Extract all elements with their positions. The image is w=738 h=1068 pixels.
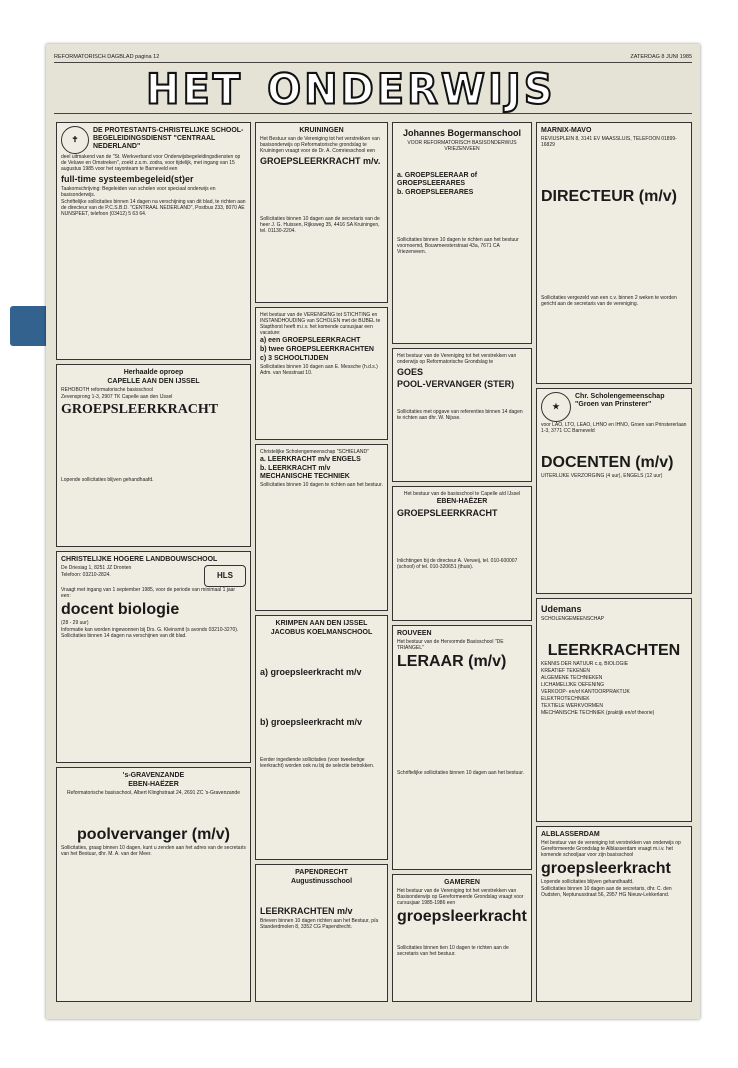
udemans-subject-4: VERKOOP- en/of KANTOORPRAKTIJK bbox=[541, 689, 630, 695]
papendrecht-text: Brieven binnen 10 dagen richten aan het Bestuur, p/a Standerdmolen 8, 3352 CG Papendrecht. bbox=[260, 918, 379, 930]
barneveld-a: a) een GROEPSLEERKRACHT bbox=[260, 337, 361, 344]
papendrecht-city: PAPENDRECHT bbox=[295, 869, 348, 876]
udemans-subject-7: MECHANISCHE TECHNIEK (praktijk en/of theorie) bbox=[541, 710, 655, 716]
banner-title-1: HET bbox=[146, 65, 244, 115]
udemans-sub: SCHOLENGEMEENSCHAP bbox=[541, 616, 605, 622]
ad-schieland bbox=[255, 444, 388, 611]
ad-vriezenveen bbox=[392, 122, 532, 344]
gravenzande-city: 's-GRAVENZANDE bbox=[122, 772, 185, 779]
ad-papendrecht bbox=[255, 864, 388, 1002]
vriezenveen-sub: VOOR REFORMATORISCH BASISONDERWIJS VRIEZENVEEN bbox=[407, 140, 517, 152]
banner-title bbox=[146, 66, 556, 114]
ad-hls bbox=[56, 551, 251, 763]
marnix-school: MARNIX-MAVO bbox=[541, 127, 592, 134]
prinsterer-sub: voor LAO, LTO, LEAO, LHNO en IHNO, Groen van Prinstererlaan 1-3, 3771 CC Barneveld bbox=[541, 422, 687, 434]
gravenzande-sub: Reformatorische basisschool, Albert Klinghstraat 24, 2691 ZC 's-Gravenzande bbox=[67, 790, 240, 796]
capelle-footer: Lopende sollicitaties blijven gehandhaafd. bbox=[61, 477, 154, 483]
vriezenveen-school: Johannes Bogermanschool bbox=[402, 128, 522, 138]
gravenzande-school: EBEN-HAËZER bbox=[128, 781, 179, 788]
kruiningen-city: KRUININGEN bbox=[299, 127, 344, 134]
barneveld-intro: Het bestuur van de VERENIGING tot STICHTING en INSTANDHOUDING van SCHOLEN met de BIJBEL te Stapthorst heeft m.i.v. het komende cursusjaar een vacature: bbox=[260, 312, 381, 336]
prinsterer-title: DOCENTEN (m/v) bbox=[541, 454, 674, 471]
ad-alblasserdam bbox=[536, 826, 692, 1002]
goes-intro: Het bestuur van de Vereniging tot het verstrekken van onderwijs op Reformatorische Grondslag te bbox=[397, 353, 517, 365]
ad-marnix bbox=[536, 122, 692, 384]
school-logo-icon: ★ bbox=[541, 392, 571, 422]
krimpen-b: b) groepsleerkracht m/v bbox=[260, 717, 363, 727]
prinsterer-name: Chr. Scholengemeenschap "Groen van Prinsterer" bbox=[575, 393, 665, 408]
schieland-title2: b. LEERKRACHT m/v MECHANISCHE TECHNIEK bbox=[260, 465, 350, 480]
papendrecht-title: LEERKRACHTEN m/v bbox=[260, 906, 353, 916]
vriezenveen-text: Sollicitaties binnen 10 dagen te richten aan het bestuur voornoemd, Bouwmeesterstraat 43a, 7671 CA Vriezenveen. bbox=[397, 237, 519, 255]
prinsterer-subjects: UITERLIJKE VERZORGING (4 uur), ENGELS (12 uur) bbox=[541, 473, 663, 479]
krimpen-city: KRIMPEN AAN DEN IJSSEL bbox=[275, 620, 368, 627]
hls-logo: HLS bbox=[204, 565, 246, 587]
header-left: REFORMATORISCH DAGBLAD pagina 12 bbox=[54, 54, 160, 60]
gameren-city: GAMEREN bbox=[444, 879, 480, 886]
krimpen-text: Eerder ingediende sollicitaties (voor tweeledige leerkracht) worden ook nu bij de selectie betrokken. bbox=[260, 757, 375, 769]
ad-krimpen bbox=[255, 615, 388, 860]
goes-text: Sollicitaties met opgave van referenties binnen 14 dagen te richten aan dhr. W. Nijsse. bbox=[397, 409, 523, 421]
barneveld-b: b) twee GROEPSLEERKRACHTEN bbox=[260, 346, 374, 353]
udemans-subject-5: ELEKTROTECHNIEK bbox=[541, 696, 590, 702]
hls-text: Informatie kan worden ingewonnen bij Drs. G. Kleinsmit (s avonds 03210-3270). Sollicitaties binnen 14 dagen na verschijnen van dit blad. bbox=[61, 627, 239, 639]
kruiningen-title: GROEPSLEERKRACHT m/v. bbox=[260, 156, 381, 166]
pcsbd-task: Taakomschrijving: Begeleiden van scholen voor speciaal onderwijs en basisonderwijs. bbox=[61, 186, 216, 198]
ad-barneveld bbox=[255, 307, 388, 440]
schieland-org: Christelijke Scholengemeenschap "SCHIELAND" bbox=[260, 449, 369, 455]
krimpen-school: JACOBUS KOELMANSCHOOL bbox=[270, 629, 373, 636]
udemans-subject-0: KENNIS DER NATUUR c.q. BIOLOGIE bbox=[541, 661, 629, 667]
capelle-address: Zevensprong 1-3, 2907 TK Capelle aan den IJssel bbox=[61, 394, 173, 400]
hls-name: CHRISTELIJKE HOGERE LANDBOUWSCHOOL bbox=[61, 556, 218, 563]
rouveen-text: Schriftelijke sollicitaties binnen 10 dagen aan het bestuur. bbox=[397, 770, 525, 776]
banner bbox=[54, 62, 692, 114]
marnix-title: DIRECTEUR (m/v) bbox=[541, 188, 678, 205]
gravenzande-text: Sollicitaties, graag binnen 10 dagen, kunt u zenden aan het adres van de secretaris van het Bestuur, dhr. M. A. van der Meer. bbox=[61, 845, 246, 857]
gameren-title: groepsleerkracht bbox=[397, 908, 527, 925]
header-right: ZATERDAG 8 JUNI 1985 bbox=[630, 54, 692, 60]
capelle2-school: EBEN-HAËZER bbox=[436, 498, 488, 505]
hls-phone: Telefoon: 03210-2824. bbox=[61, 572, 111, 578]
ad-capelle bbox=[56, 364, 251, 547]
banner-title-2: ONDERWIJS bbox=[267, 65, 556, 115]
rouveen-title: LERAAR (m/v) bbox=[397, 653, 507, 670]
ad-kruiningen bbox=[255, 122, 388, 303]
gameren-intro: Het bestuur van de Vereniging tot het verstrekken van Basisonderwijs op Gereformeerde Grondslag vraagt voor cursusjaar 1985-1986 een bbox=[397, 888, 524, 906]
newspaper-page bbox=[46, 44, 700, 1019]
capelle2-text: Inlichtingen bij de directeur A. Verweij, tel. 010-600007 (school) of tel. 010-320651 (thuis). bbox=[397, 558, 518, 570]
udemans-subject-2: ALGEMENE TECHNIEKEN bbox=[541, 675, 603, 681]
udemans-subject-6: TEXTIELE WERKVORMEN bbox=[541, 703, 603, 709]
rouveen-city: ROUVEEN bbox=[397, 630, 432, 637]
pcsbd-contact: Schriftelijke sollicitaties binnen 14 dagen na verschijning van dit blad, te richten aan de directeur van de P.C.S.B.D. "CENTRAAL NEDERLAND", Postbus 233, 8070 AE NUNSPEET, telefoon (03412) 5 63 64. bbox=[61, 199, 246, 217]
side-bookmark-tab bbox=[10, 306, 50, 346]
marnix-sub: REVIUSPLEIN 8, 3141 EV MAASSLUIS, TELEFOON 01899-16829 bbox=[541, 136, 677, 148]
alblasserdam-intro: Het bestuur van de vereniging tot verstrekken van onderwijs op Gereformeerde Grondslag te Alblasserdam vraagt m.i.v. het komende schooljaar voor zijn basisschool bbox=[541, 840, 681, 858]
ad-goes bbox=[392, 348, 532, 482]
capelle-school: REHOBOTH reformatorische basisschool bbox=[61, 387, 153, 393]
gameren-text: Sollicitaties binnen tien 10 dagen te richten aan de secretaris van het bestuur. bbox=[397, 945, 509, 957]
kruiningen-text: Sollicitaties binnen 10 dagen aan de secretaris van de heer J. G. Huissen, Rijksweg 35, 4416 SA Kruiningen, tel. 01130-2204. bbox=[260, 216, 380, 234]
barneveld-text: Sollicitaties binnen 10 dagen aan E. Messche (h.d.s.) Adm. van Nesstraat 10. bbox=[260, 364, 378, 376]
hls-hours: (28 - 29 uur) bbox=[61, 620, 89, 626]
hls-title: docent biologie bbox=[61, 601, 180, 618]
papendrecht-school: Augustinusschool bbox=[290, 878, 353, 885]
hls-address: De Driesiag 1, 8251 JZ Dronten bbox=[61, 565, 132, 571]
ad-prinsterer bbox=[536, 388, 692, 594]
goes-city: GOES bbox=[397, 367, 424, 377]
krimpen-a: a) groepsleerkracht m/v bbox=[260, 667, 362, 677]
ad-rouveen bbox=[392, 625, 532, 870]
ad-gameren bbox=[392, 874, 532, 1002]
capelle-head: Herhaalde oproep bbox=[123, 369, 184, 376]
udemans-name: Udemans bbox=[541, 604, 582, 614]
ad-udemans bbox=[536, 598, 692, 822]
vriezenveen-a: a. GROEPSLEERAAR of GROEPSLEERARES bbox=[397, 172, 478, 187]
goes-title: POOL-VERVANGER (STER) bbox=[397, 379, 515, 389]
ad-pcsbd bbox=[56, 122, 251, 360]
cross-logo-icon: ✝ bbox=[61, 126, 89, 154]
capelle2-sub: Het bestuur van de basisschool te Capelle a/d IJssel bbox=[403, 491, 521, 497]
capelle-city: CAPELLE AAN DEN IJSSEL bbox=[107, 378, 200, 385]
pcsbd-title: full-time systeembegeleid(st)er bbox=[61, 174, 194, 184]
barneveld-c: c) 3 SCHOOLTIJDEN bbox=[260, 355, 329, 362]
ad-gravenzande bbox=[56, 767, 251, 1002]
capelle-title: GROEPSLEERKRACHT bbox=[61, 402, 219, 417]
alblasserdam-city: ALBLASSERDAM bbox=[541, 831, 600, 838]
kruiningen-intro: Het Bestuur van de Vereniging tot het verstrekken van basisonderwijs op Reformatorische grondslag te Kruiningen vraagt voor de Dr. A. Comriesschool een bbox=[260, 136, 380, 154]
alblasserdam-title: groepsleerkracht bbox=[541, 860, 671, 877]
marnix-text: Sollicitaties vergezeld van een c.v. binnen 2 weken te worden gericht aan de secretaris van de vereniging. bbox=[541, 295, 677, 307]
schieland-text: Sollicitaties binnen 10 dagen te richten aan het bestuur. bbox=[260, 482, 383, 488]
capelle2-title: GROEPSLEERKRACHT bbox=[397, 508, 498, 518]
alblasserdam-text: Lopende sollicitaties blijven gehandhaafd. bbox=[541, 879, 634, 885]
schieland-title1: a. LEERKRACHT m/v ENGELS bbox=[260, 456, 361, 463]
udemans-title: LEERKRACHTEN bbox=[547, 642, 681, 659]
ad-capelle-2 bbox=[392, 486, 532, 621]
hls-intro: Vraagt met ingang van 1 september 1985, voor de periode van minimaal 1 jaar een: bbox=[61, 587, 236, 599]
rouveen-intro: Het bestuur van de Hervormde Basisschool "DE TRIANGEL" bbox=[397, 639, 504, 651]
alblasserdam-contact: Sollicitaties binnen 10 dagen aan de secretaris, dhr. C. den Oudsten, Neptunusstraat 56, 2957 HG Nieuw-Lekkerland. bbox=[541, 886, 672, 898]
udemans-subject-3: LICHAMELIJKE OEFENING bbox=[541, 682, 605, 688]
vriezenveen-b: b. GROEPSLEERARES bbox=[397, 189, 474, 196]
pcsbd-org: DE PROTESTANTS-CHRISTELIJKE SCHOOL-BEGELEIDINGSDIENST "CENTRAAL NEDERLAND" bbox=[93, 127, 244, 150]
gravenzande-title: poolvervanger (m/v) bbox=[77, 826, 230, 843]
pcsbd-intro: deel uitmakend van de "St. Werkverband voor Onderwijsbegeleidingsdiensten op de Veluwe en Omstreken", zoekt z.s.m. zodra, voor tijdelijk, met ingang van 15 augustus 1985 voor het rayonteam te Barneveld een bbox=[61, 154, 241, 172]
udemans-subject-1: KREATIEF TEKENEN bbox=[541, 668, 590, 674]
